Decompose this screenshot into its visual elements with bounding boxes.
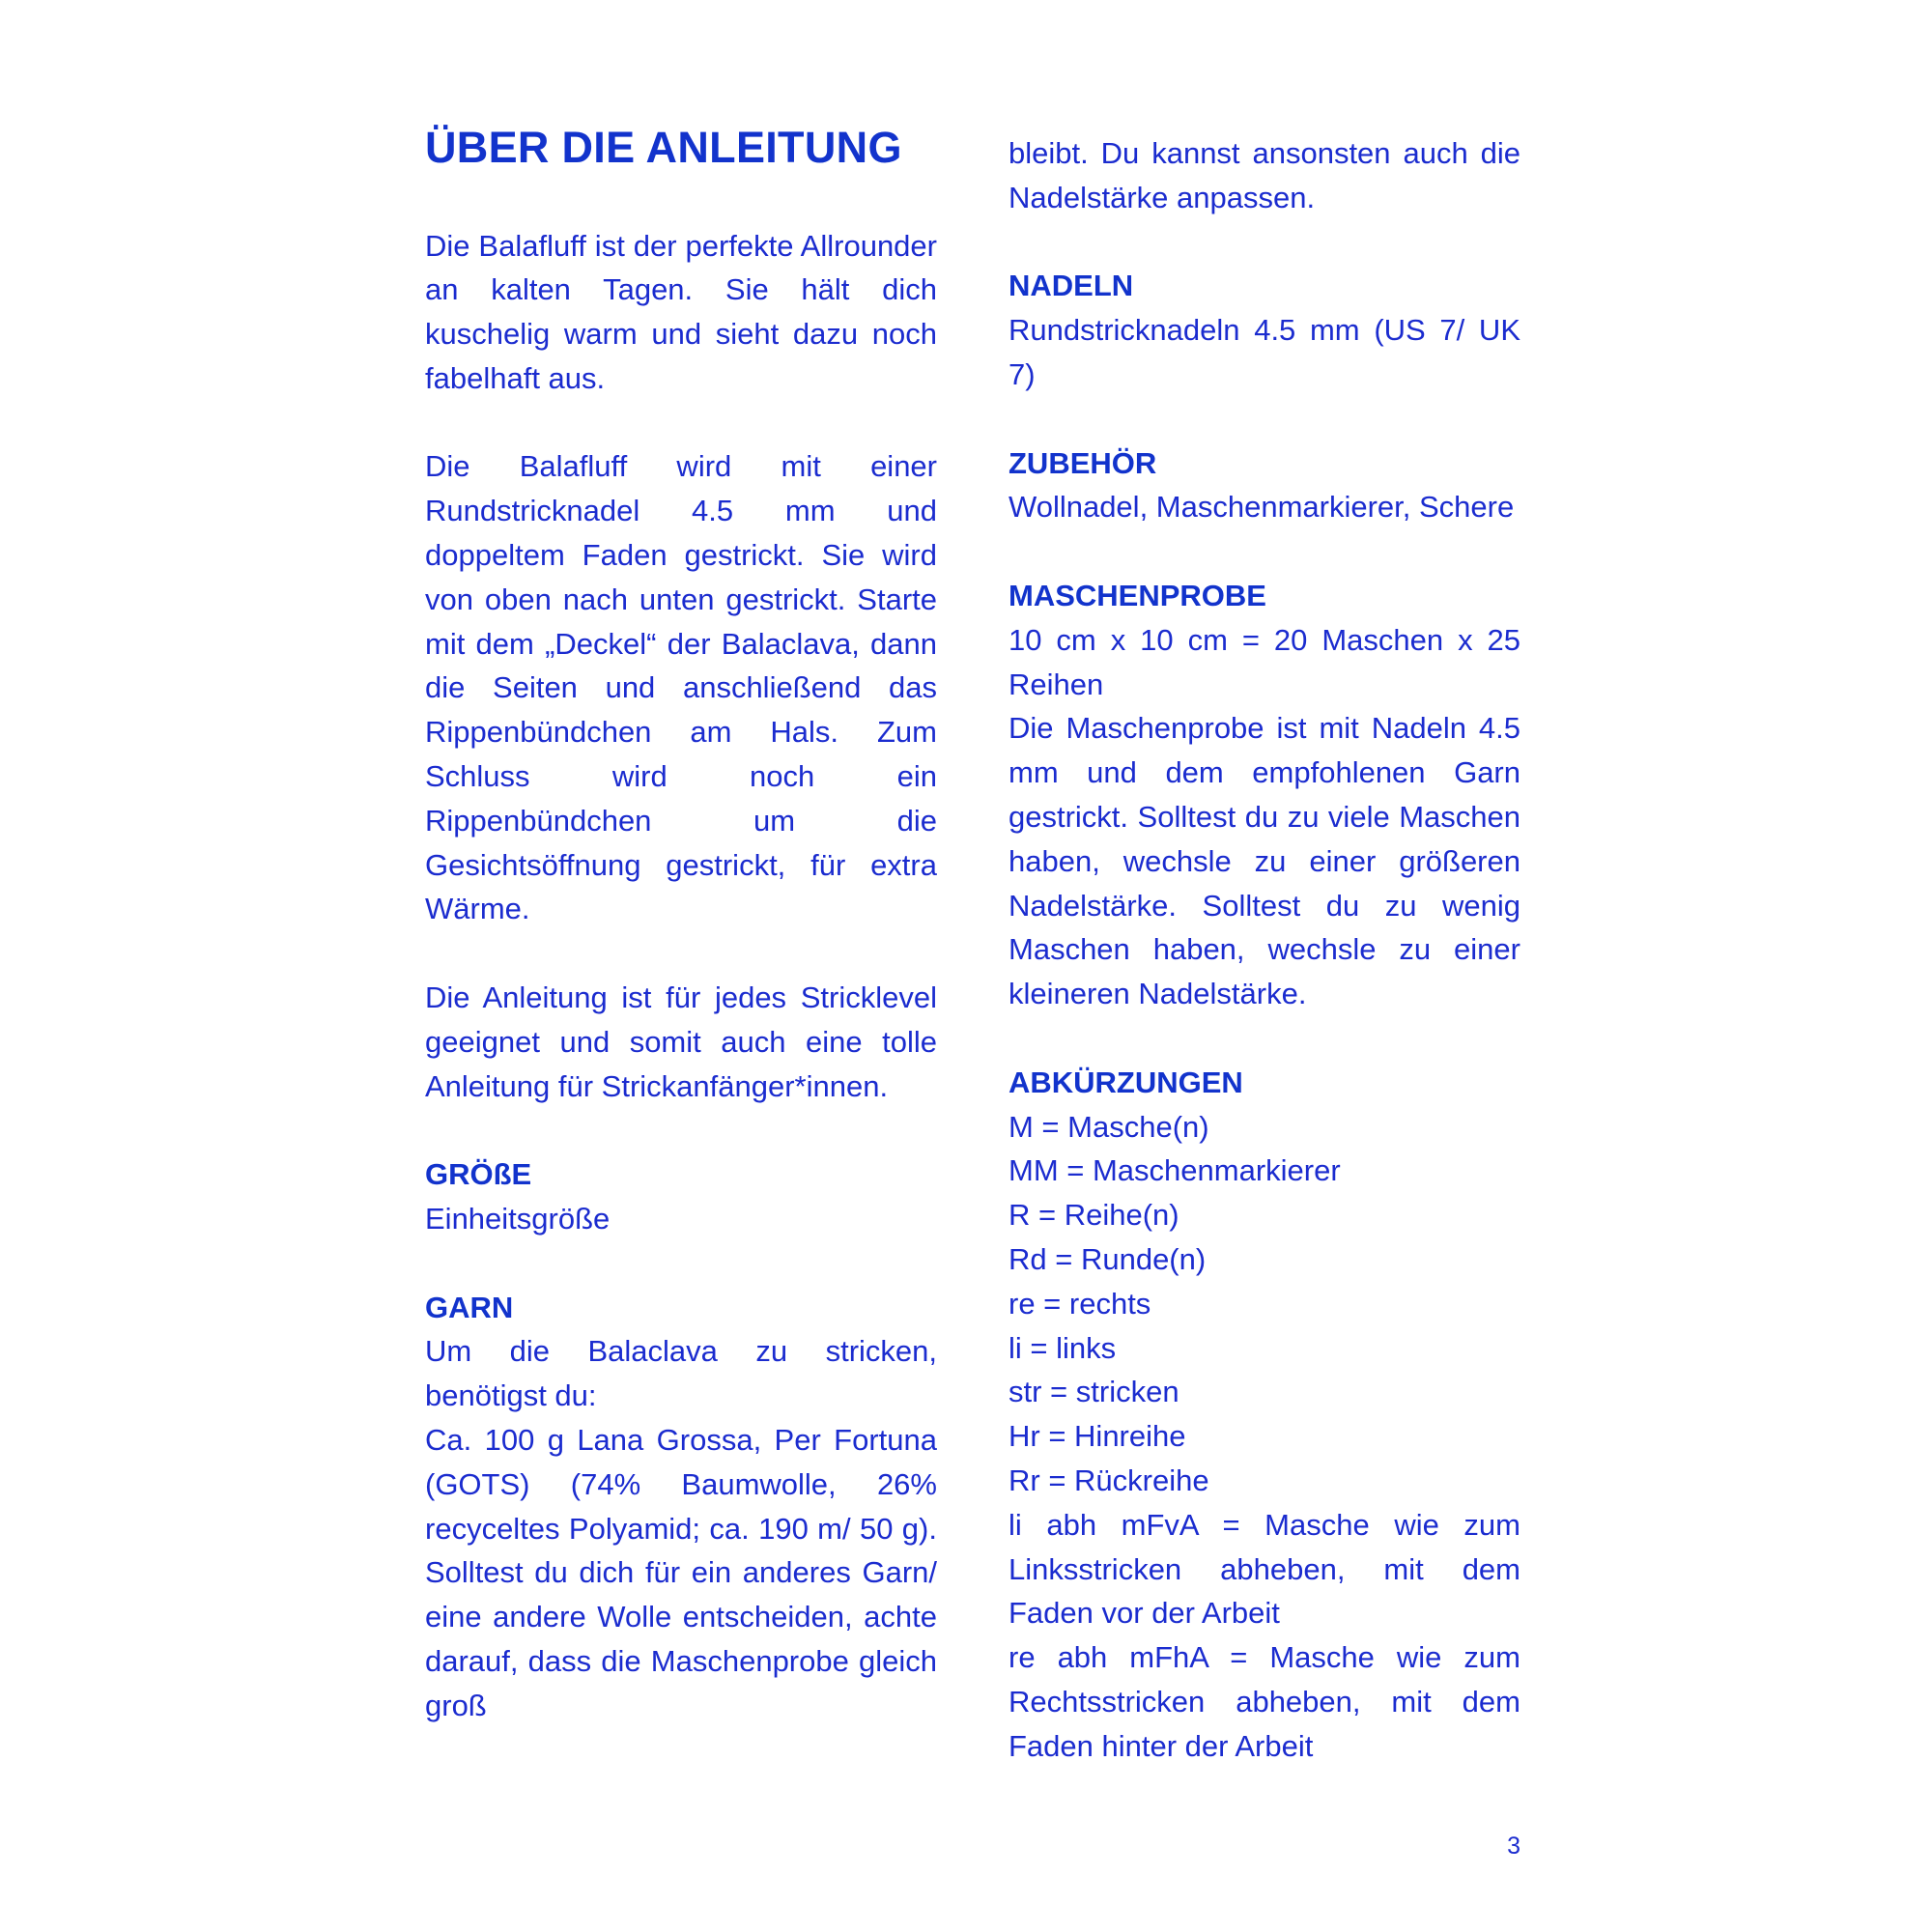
list-item: M = Masche(n) [1009, 1109, 1209, 1144]
list-item: MM = Maschenmarkierer [1009, 1153, 1341, 1188]
list-item: R = Reihe(n) [1009, 1198, 1179, 1233]
list-item: li abh mFvA = Masche wie zum Linksstricken abheben, mit dem Faden vor der Arbeit [1009, 1507, 1520, 1631]
list-item: re = rechts [1009, 1286, 1151, 1321]
right-column [1009, 124, 1520, 1768]
list-item: li = links [1009, 1330, 1117, 1365]
accessories-heading: ZUBEHÖR [1009, 445, 1157, 480]
yarn-paragraph-1: Um die Balaclava zu stricken, benötigst du: [425, 1334, 937, 1413]
page-number: 3 [1507, 1833, 1520, 1860]
left-column [425, 124, 937, 1728]
abbreviations-heading: ABKÜRZUNGEN [1009, 1065, 1243, 1099]
page-title: ÜBER DIE ANLEITUNG [425, 123, 902, 172]
yarn-paragraph-2: Ca. 100 g Lana Grossa, Per Fortuna (GOTS) (74% Baumwolle, 26% recyceltes Polyamid; ca. 190 m/ 50 g). Solltest du dich für ein anderes Garn/ eine andere Wolle entscheiden, achte darauf, dass die Maschenprobe gleich groß [425, 1423, 937, 1722]
list-item: str = stricken [1009, 1375, 1179, 1409]
gauge-paragraph-1: 10 cm x 10 cm = 20 Maschen x 25 Reihen [1009, 622, 1520, 701]
list-item: re abh mFhA = Masche wie zum Rechtsstricken abheben, mit dem Faden hinter der Arbeit [1009, 1640, 1520, 1763]
yarn-continued-text: bleibt. Du kannst ansonsten auch die Nadelstärke anpassen. [1009, 136, 1520, 214]
size-text: Einheitsgröße [425, 1202, 611, 1236]
accessories-text: Wollnadel, Maschenmarkierer, Schere [1009, 490, 1515, 525]
list-item: Rd = Runde(n) [1009, 1241, 1207, 1276]
list-item: Hr = Hinreihe [1009, 1419, 1186, 1454]
intro-paragraph-1: Die Balafluff ist der perfekte Allrounder an kalten Tagen. Sie hält dich kuschelig warm und sieht dazu noch fabelhaft aus. [425, 228, 937, 395]
gauge-heading: MASCHENPROBE [1009, 578, 1266, 612]
intro-paragraph-2: Die Balafluff wird mit einer Rundstricknadel 4.5 mm und doppeltem Faden gestrickt. Sie wird von oben nach unten gestrickt. Starte mit dem „Deckel“ der Balaclava, dann die Seiten und anschließend das Rippenbündchen am Hals. Zum Schluss wird noch ein Rippenbündchen um die Gesichtsöffnung gestrickt, für extra Wärme. [425, 449, 937, 926]
intro-paragraph-3: Die Anleitung ist für jedes Stricklevel geeignet und somit auch eine tolle Anleitung für Strickanfänger*innen. [425, 980, 937, 1103]
needles-text: Rundstricknadeln 4.5 mm (US 7/ UK 7) [1009, 313, 1520, 391]
size-heading: GRÖßE [425, 1157, 532, 1192]
list-item: Rr = Rückreihe [1009, 1463, 1209, 1497]
abbreviations-list [1009, 1105, 1520, 1769]
yarn-heading: GARN [425, 1290, 514, 1324]
needles-heading: NADELN [1009, 269, 1134, 303]
gauge-paragraph-2: Die Maschenprobe ist mit Nadeln 4.5 mm und dem empfohlenen Garn gestrickt. Solltest du zu viele Maschen haben, wechsle zu einer größeren Nadelstärke. Solltest du zu wenig Maschen haben, wechsle zu einer kleineren Nadelstärke. [1009, 711, 1520, 1011]
